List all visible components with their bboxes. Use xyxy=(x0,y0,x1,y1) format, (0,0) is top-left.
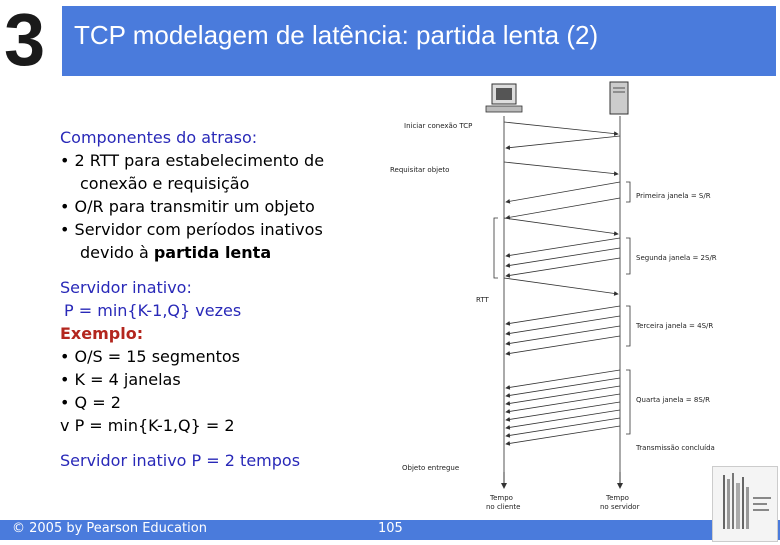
chapter-number: 3 xyxy=(4,0,46,81)
component-continuation xyxy=(60,241,400,264)
component-item xyxy=(60,195,400,218)
window-brackets xyxy=(626,182,630,434)
example-text: Q = 2 xyxy=(74,393,121,412)
example-text: P = min{K-1,Q} = 2 xyxy=(74,416,235,435)
label-time-client-1: Tempo xyxy=(490,494,513,502)
example-item xyxy=(60,414,400,437)
label-rtt: RTT xyxy=(476,296,489,304)
slide-content xyxy=(60,126,400,472)
bullet-icon: • xyxy=(60,151,70,170)
component-continuation: conexão e requisição xyxy=(80,174,250,193)
label-window2: Segunda janela = 2S/R xyxy=(636,254,717,262)
spacer xyxy=(60,264,400,276)
copyright-text: © 2005 by Pearson Education xyxy=(12,521,207,536)
page-number: 105 xyxy=(378,521,403,536)
component-item xyxy=(60,149,400,172)
label-delivered: Objeto entregue xyxy=(402,464,460,472)
window2-segments xyxy=(506,238,620,276)
label-request: Requisitar objeto xyxy=(390,166,450,174)
label-time-server-1: Tempo xyxy=(606,494,629,502)
component-text: 2 RTT para estabelecimento de xyxy=(74,151,325,170)
bullet-icon: v xyxy=(60,416,70,435)
latency-diagram xyxy=(390,78,750,518)
ack-arrow xyxy=(504,218,618,234)
component-text: Servidor com períodos inativos xyxy=(74,220,323,239)
label-time-client-2: no cliente xyxy=(486,503,521,511)
bullet-icon: • xyxy=(60,197,70,216)
example-item xyxy=(60,345,400,368)
spacer xyxy=(60,437,400,449)
example-item xyxy=(60,368,400,391)
label-init: Iniciar conexão TCP xyxy=(404,122,473,130)
bullet-icon: • xyxy=(60,347,70,366)
client-computer-icon xyxy=(486,84,522,112)
handshake-arrows xyxy=(504,122,620,174)
bullet-icon: • xyxy=(60,370,70,389)
window4-segments xyxy=(506,370,620,444)
ack-arrow xyxy=(504,278,618,294)
title-bar xyxy=(62,6,776,76)
rtt-bracket xyxy=(494,218,498,278)
label-time-server-2: no servidor xyxy=(600,503,640,511)
continuation-bold: partida lenta xyxy=(153,243,272,262)
server-tower-icon xyxy=(610,82,628,114)
window3-segments xyxy=(506,306,620,354)
label-window3: Terceira janela = 4S/R xyxy=(636,322,714,330)
window1-segments xyxy=(506,182,620,218)
example-heading: Exemplo: xyxy=(60,324,144,343)
label-window1: Primeira janela = S/R xyxy=(636,192,711,200)
components-heading: Componentes do atraso: xyxy=(60,128,258,147)
example-text: O/S = 15 segmentos xyxy=(74,347,240,366)
component-text: O/R para transmitir um objeto xyxy=(74,197,315,216)
idle-heading: Servidor inativo: xyxy=(60,278,192,297)
bullet-icon: • xyxy=(60,393,70,412)
conclusion-text: Servidor inativo P = 2 tempos xyxy=(60,451,301,470)
bullet-icon: • xyxy=(60,220,70,239)
idle-formula: P = min{K-1,Q} vezes xyxy=(64,301,242,320)
thumbnail-image xyxy=(712,466,778,542)
label-window4: Quarta janela = 8S/R xyxy=(636,396,711,404)
slide-title: TCP modelagem de latência: partida lenta (2) xyxy=(74,20,599,50)
example-item xyxy=(60,391,400,414)
thumbnail-graphic-icon xyxy=(713,467,777,541)
component-item xyxy=(60,218,400,241)
label-complete: Transmissão concluída xyxy=(636,444,715,452)
footer-bar xyxy=(0,520,780,540)
continuation-text: devido à xyxy=(80,243,149,262)
example-text: K = 4 janelas xyxy=(74,370,181,389)
